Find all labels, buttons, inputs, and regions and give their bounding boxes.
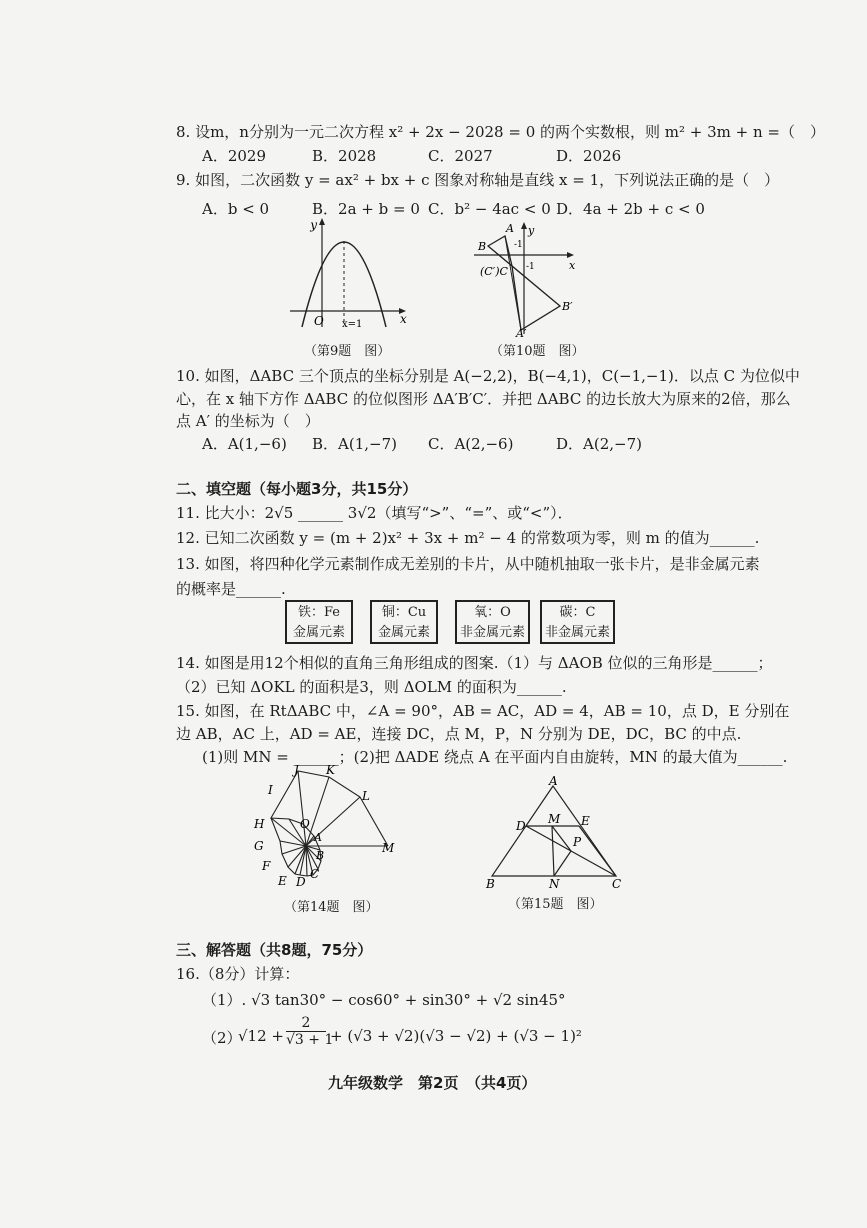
card-type: 非金属元素 xyxy=(459,625,525,640)
element-card-fe xyxy=(285,600,353,644)
q15-label-b: B xyxy=(486,877,495,891)
q14-label-m: M xyxy=(382,841,395,855)
q9-option-a: A．b < 0 xyxy=(202,200,270,218)
q13-line2: 的概率是______. xyxy=(176,580,286,598)
q9-label-o: O xyxy=(314,314,324,328)
q15-label-p: P xyxy=(573,835,582,849)
q10-line1: 10. 如图，ΔABC 三个顶点的坐标分别是 A(−2,2)，B(−4,1)，C(−1,−1)．以点 C 为位似中 xyxy=(176,367,800,385)
q9-label-axis: x=1 xyxy=(342,319,363,330)
card-name: 氧：O xyxy=(474,605,511,620)
q13-line1: 13. 如图，将四种化学元素制作成无差别的卡片，从中随机抽取一张卡片，是非金属元素 xyxy=(176,555,760,573)
q10-label-minus1-x: -1 xyxy=(526,262,535,272)
q10-ray-a xyxy=(505,236,521,330)
q10-label-c: (C′)C xyxy=(480,265,508,278)
q10-label-a-prime: A′ xyxy=(516,327,527,338)
q10-label-a: A xyxy=(506,222,514,235)
q9-figure-caption: （第9题 图） xyxy=(304,344,391,359)
q15-label-a: A xyxy=(549,776,558,788)
q15-label-c: C xyxy=(612,877,622,891)
q14-outer-boundary xyxy=(271,771,388,876)
q15-segment-mn xyxy=(552,826,554,876)
page-footer: 九年级数学 第2页 （共4页） xyxy=(328,1074,537,1092)
q14-spiral-lines xyxy=(271,771,388,876)
element-card-cu xyxy=(370,600,438,644)
q14-label-i: I xyxy=(268,783,273,797)
element-card-c xyxy=(540,600,615,644)
section-fill-in-title: 二、填空题（每小题3分，共15分） xyxy=(176,480,418,498)
q10-line3: 点 A′ 的坐标为（ ） xyxy=(176,412,320,430)
q14-figure-caption: （第14题 图） xyxy=(284,900,379,915)
q14-label-b: B xyxy=(316,849,325,862)
card-type: 金属元素 xyxy=(377,625,430,640)
q10-homothety-figure xyxy=(470,218,582,338)
q9-y-arrow xyxy=(319,218,325,225)
card-type: 金属元素 xyxy=(292,625,345,640)
q14-line2: （2）已知 ΔOKL 的面积是3，则 ΔOLM 的面积为______. xyxy=(176,678,567,696)
q8-option-c: C．2027 xyxy=(428,147,493,165)
q15-triangle-figure xyxy=(480,776,630,891)
q10-option-b: B．A(1,−7) xyxy=(312,435,397,453)
q15-figure-caption: （第15题 图） xyxy=(508,897,603,912)
q8-option-d: D．2026 xyxy=(556,147,622,165)
q14-label-k: K xyxy=(326,763,335,777)
q15-segment-mp xyxy=(552,826,571,851)
q14-spiral-figure xyxy=(248,762,408,892)
q14-label-a: A xyxy=(314,831,322,844)
q15-lines xyxy=(492,786,616,876)
q16-part2-rest: + (√3 + √2)(√3 − √2) + (√3 − 1)² xyxy=(330,1027,582,1045)
q14-label-c: C xyxy=(310,867,320,881)
q9-parabola-figure xyxy=(284,215,414,335)
q10-y-arrow xyxy=(521,222,527,229)
q14-label-j: J xyxy=(294,763,299,777)
q10-label-x: x xyxy=(569,259,576,272)
q14-label-d: D xyxy=(296,875,306,889)
element-card-o xyxy=(455,600,530,644)
q10-option-d: D．A(2,−7) xyxy=(556,435,642,453)
q10-triangle-abc xyxy=(488,236,512,266)
q8-stem: 8. 设m，n分别为一元二次方程 x² + 2x − 2028 = 0 的两个实数根，则 m² + 3m + n =（ ） xyxy=(176,123,825,141)
q10-option-c: C．A(2,−6) xyxy=(428,435,514,453)
q14-label-o: O xyxy=(300,817,310,831)
q10-label-b-prime: B′ xyxy=(562,300,573,313)
q8-option-b: B．2028 xyxy=(312,147,377,165)
q10-label-b: B xyxy=(478,240,487,253)
q11-text: 11. 比大小：2√5 ______ 3√2（填写“>”、“=”、或“<”）． xyxy=(176,504,573,522)
q16-part2-label: （2） xyxy=(202,1029,242,1047)
q10-option-a: A．A(1,−6) xyxy=(202,435,287,453)
q16-fraction xyxy=(286,1015,334,1048)
q9-option-d: D．4a + 2b + c < 0 xyxy=(556,200,705,218)
q10-x-arrow xyxy=(567,252,574,258)
q14-label-l: L xyxy=(362,789,370,803)
q16-part1: （1）. √3 tan30° − cos60° + sin30° + √2 sin45° xyxy=(202,991,566,1009)
section-answer-title: 三、解答题（共8题，75分） xyxy=(176,941,373,959)
q14-label-h: H xyxy=(254,817,265,831)
q9-option-c: C．b² − 4ac < 0 xyxy=(428,200,551,218)
q9-option-b: B．2a + b = 0 xyxy=(312,200,420,218)
card-name: 铜：Cu xyxy=(381,605,427,620)
q9-label-y: y xyxy=(310,218,317,232)
q15-label-d: D xyxy=(516,819,526,833)
q15-label-n: N xyxy=(549,877,560,891)
card-name: 铁：Fe xyxy=(297,605,340,620)
q9-stem: 9. 如图，二次函数 y = ax² + bx + c 图象对称轴是直线 x = 1，下列说法正确的是（ ） xyxy=(176,171,780,189)
q10-label-y: y xyxy=(528,224,535,237)
card-name: 碳：C xyxy=(559,605,596,620)
q14-label-g: G xyxy=(254,839,264,853)
card-type: 非金属元素 xyxy=(544,625,610,640)
q14-label-e: E xyxy=(278,874,287,888)
q14-line1: 14. 如图是用12个相似的直角三角形组成的图案.（1）与 ΔAOB 位似的三角形是______； xyxy=(176,654,773,672)
q10-label-minus1-y: -1 xyxy=(514,240,523,250)
q15-segment-pn xyxy=(554,851,571,876)
q15-line3: (1)则 MN = ______；(2)把 ΔADE 绕点 A 在平面内自由旋转，MN 的最大值为______. xyxy=(202,748,788,766)
q15-line1: 15. 如图，在 RtΔABC 中，∠A = 90°，AB = AC，AD = 4，AB = 10，点 D，E 分别在 xyxy=(176,702,790,720)
q15-label-m: M xyxy=(548,812,561,826)
q15-line2: 边 AB，AC 上，AD = AE，连接 DC，点 M，P，N 分别为 DE，DC，BC 的中点. xyxy=(176,725,742,743)
q16-stem: 16.（8分）计算： xyxy=(176,965,300,983)
q16-fraction-denominator: √3 + 1 xyxy=(286,1032,334,1048)
q9-label-x: x xyxy=(400,312,407,326)
q14-label-f: F xyxy=(262,859,271,873)
q10-figure-caption: （第10题 图） xyxy=(490,344,585,359)
q16-part2-first: √12 + xyxy=(238,1027,284,1045)
q12-text: 12. 已知二次函数 y = (m + 2)x² + 3x + m² − 4 的常数项为零，则 m 的值为______. xyxy=(176,529,760,547)
q10-line2: 心，在 x 轴下方作 ΔABC 的位似图形 ΔA′B′C′．并把 ΔABC 的边长放大为原来的2倍，那么 xyxy=(176,390,791,408)
q8-option-a: A．2029 xyxy=(202,147,267,165)
q15-label-e: E xyxy=(581,814,590,828)
q16-fraction-numerator: 2 xyxy=(286,1015,326,1032)
